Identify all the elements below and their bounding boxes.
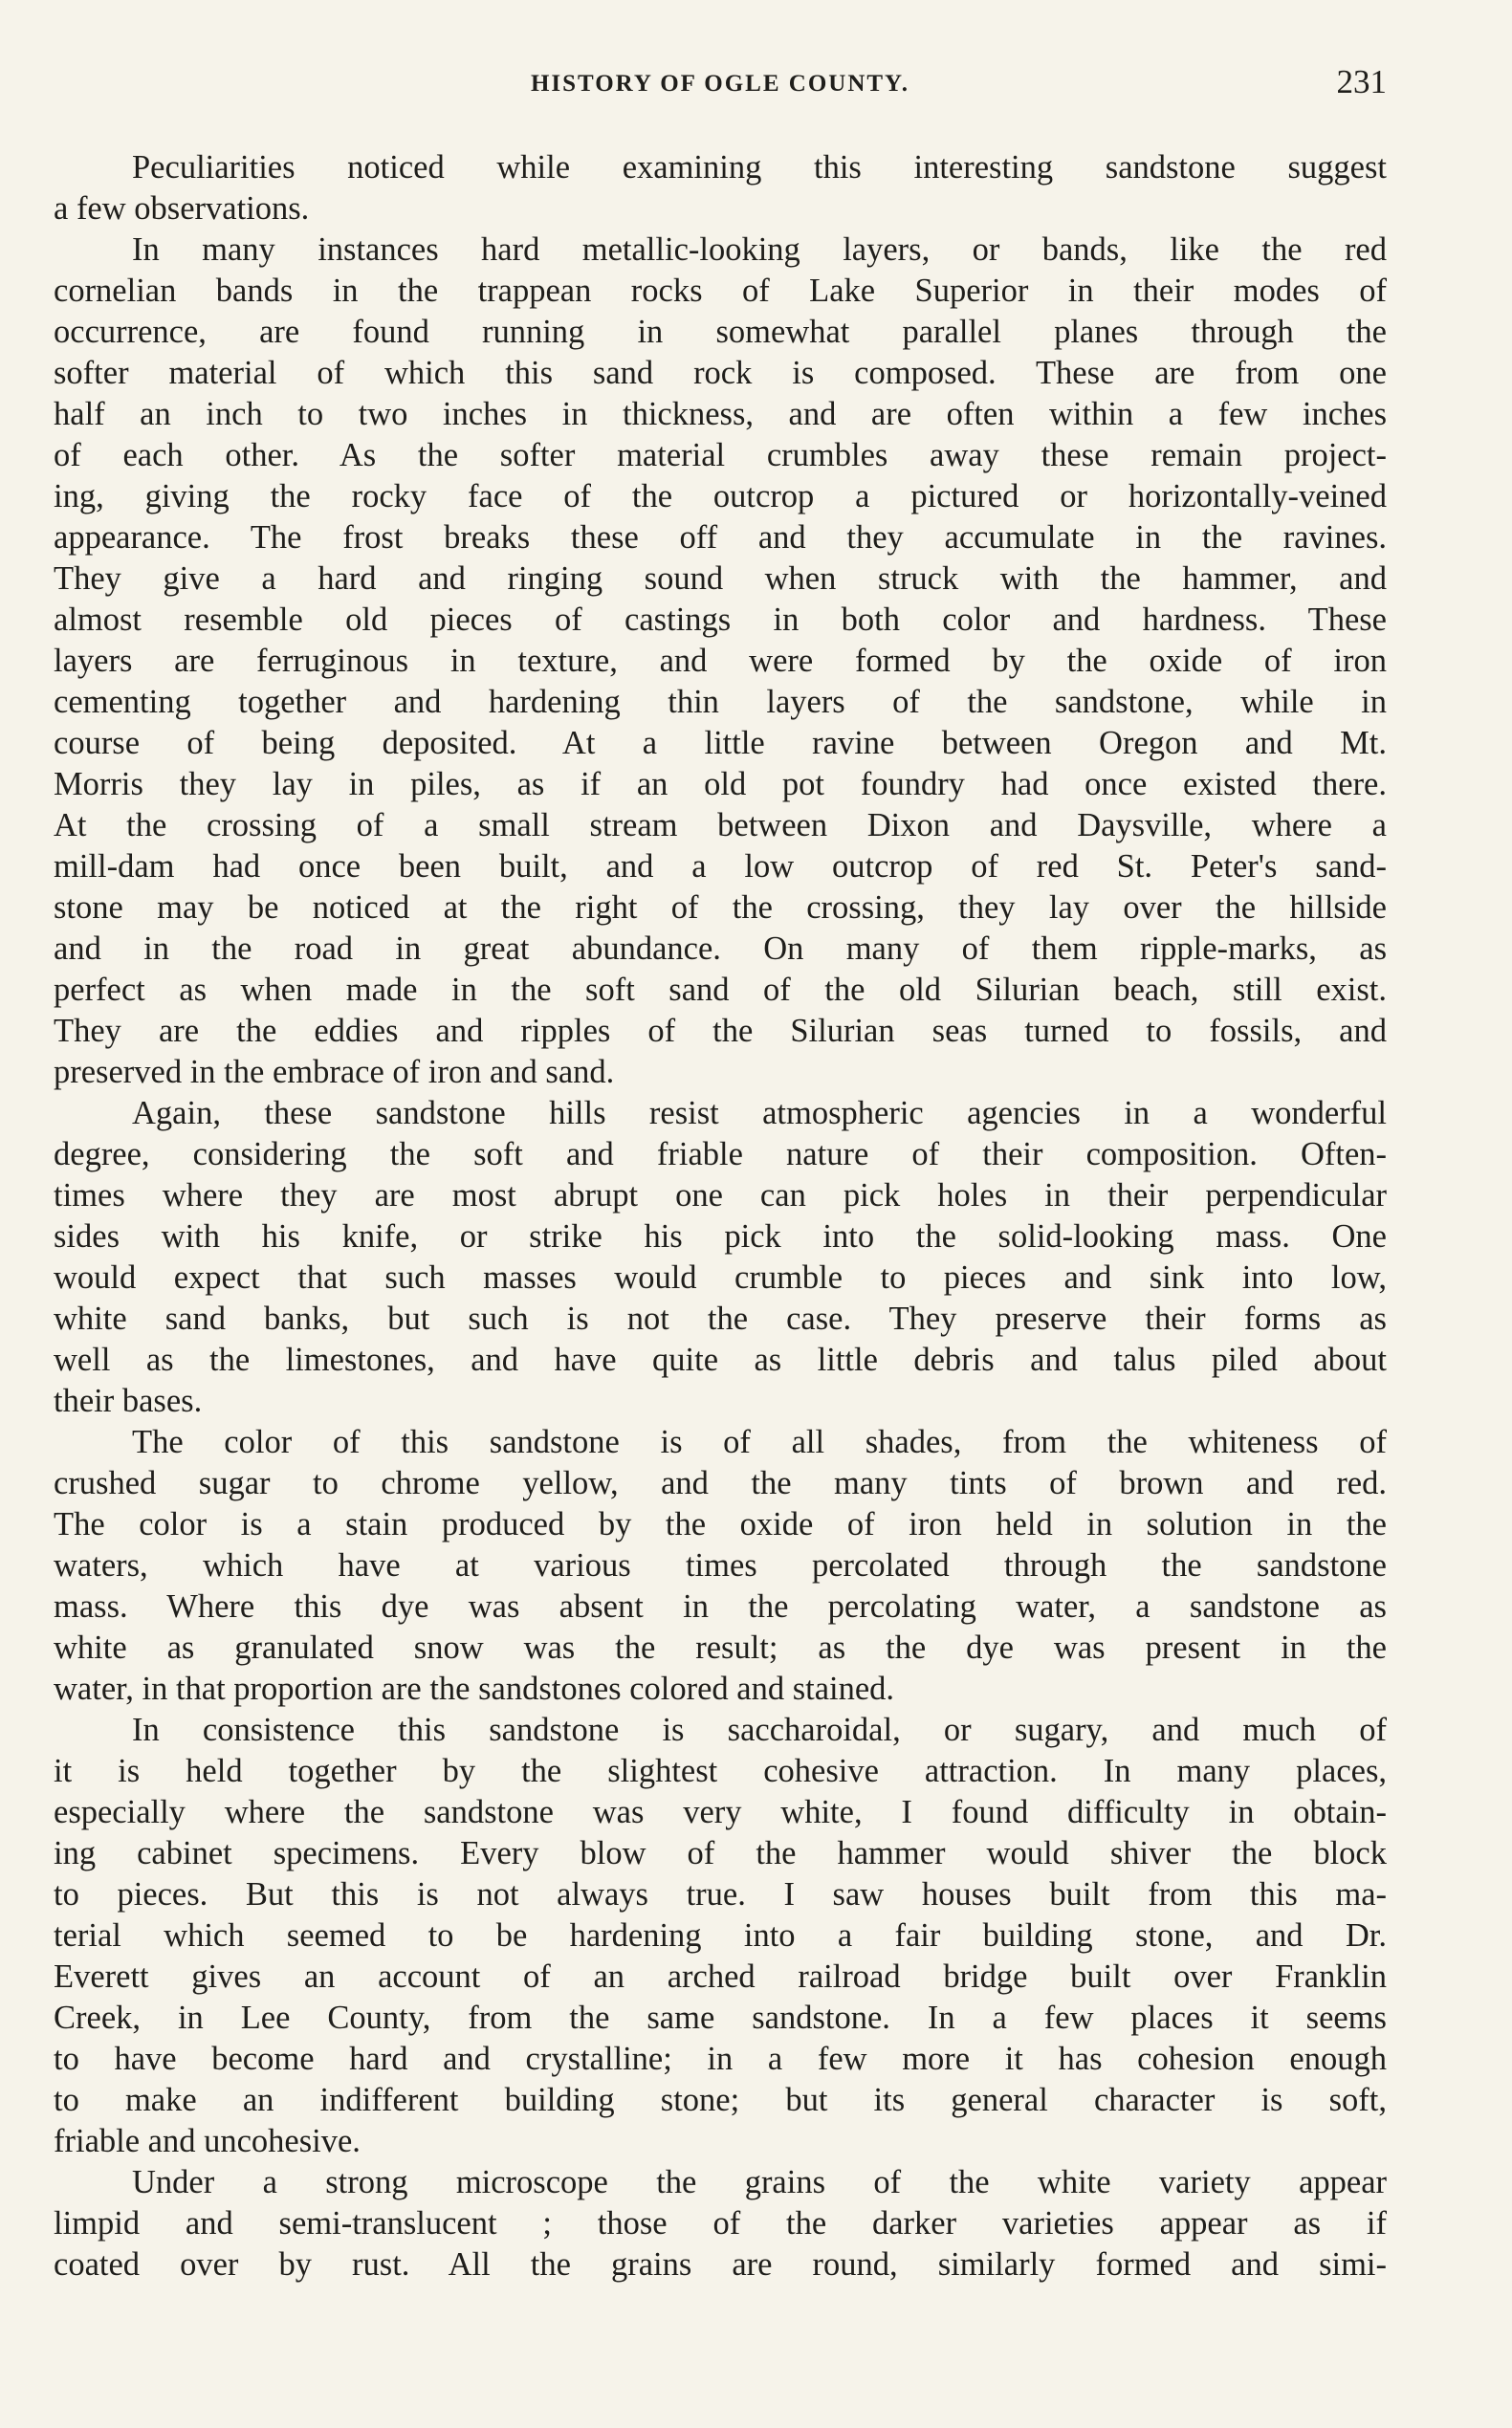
text-line: to make an indifferent building stone; but its general character is soft, bbox=[54, 2082, 1387, 2118]
text-line: cornelian bands in the trappean rocks of Lake Superior in their modes of bbox=[54, 273, 1387, 309]
text-line: perfect as when made in the soft sand of the old Silurian beach, still exist. bbox=[54, 972, 1387, 1008]
text-line: mill-dam had once been built, and a low outcrop of red St. Peter's sand- bbox=[54, 848, 1387, 885]
running-head: HISTORY OF OGLE COUNTY. bbox=[530, 71, 910, 97]
text-line: coated over by rust. All the grains are round, similarly formed and simi- bbox=[54, 2246, 1387, 2283]
text-line: appearance. The frost breaks these off and they accumulate in the ravines. bbox=[54, 519, 1387, 556]
text-line: In many instances hard metallic-looking layers, or bands, like the red bbox=[132, 231, 1387, 268]
text-line: The color is a stain produced by the oxide of iron held in solution in the bbox=[54, 1506, 1387, 1542]
text-line: At the crossing of a small stream between Dixon and Daysville, where a bbox=[54, 807, 1387, 843]
text-line: sides with his knife, or strike his pick into the solid-looking mass. One bbox=[54, 1218, 1387, 1255]
text-line: layers are ferruginous in texture, and were formed by the oxide of iron bbox=[54, 643, 1387, 679]
text-line: degree, considering the soft and friable nature of their composition. Often- bbox=[54, 1136, 1387, 1172]
text-line: Creek, in Lee County, from the same sandstone. In a few places it seems bbox=[54, 2000, 1387, 2036]
text-line: to have become hard and crystalline; in a few more it has cohesion enough bbox=[54, 2041, 1387, 2077]
text-line: terial which seemed to be hardening into a fair building stone, and Dr. bbox=[54, 1917, 1387, 1954]
text-line: ing, giving the rocky face of the outcrop a pictured or horizontally-veined bbox=[54, 478, 1387, 514]
text-line: friable and uncohesive. bbox=[54, 2123, 361, 2159]
text-line: especially where the sandstone was very white, I found difficulty in obtain- bbox=[54, 1794, 1387, 1830]
text-line: and in the road in great abundance. On many of them ripple-marks, as bbox=[54, 930, 1387, 967]
text-line: times where they are most abrupt one can pick holes in their perpendicular bbox=[54, 1177, 1387, 1214]
text-line: mass. Where this dye was absent in the percolating water, a sandstone as bbox=[54, 1588, 1387, 1625]
text-line: Everett gives an account of an arched railroad bridge built over Franklin bbox=[54, 1958, 1387, 1995]
text-line: waters, which have at various times percolated through the sandstone bbox=[54, 1547, 1387, 1584]
text-line: cementing together and hardening thin layers of the sandstone, while in bbox=[54, 684, 1387, 720]
text-line: They give a hard and ringing sound when struck with the hammer, and bbox=[54, 560, 1387, 597]
page-number: 231 bbox=[1336, 63, 1387, 100]
text-line: Under a strong microscope the grains of the white variety appear bbox=[132, 2164, 1387, 2200]
text-line: In consistence this sandstone is saccharoidal, or sugary, and much of bbox=[132, 1712, 1387, 1748]
text-line: to pieces. But this is not always true. I saw houses built from this ma- bbox=[54, 1876, 1387, 1913]
text-line: crushed sugar to chrome yellow, and the many tints of brown and red. bbox=[54, 1465, 1387, 1501]
text-line: would expect that such masses would crumble to pieces and sink into low, bbox=[54, 1259, 1387, 1296]
text-line: ing cabinet specimens. Every blow of the hammer would shiver the block bbox=[54, 1835, 1387, 1871]
text-line: a few observations. bbox=[54, 190, 310, 227]
body-text bbox=[54, 147, 1387, 2286]
text-line: half an inch to two inches in thickness, and are often within a few inches bbox=[54, 396, 1387, 432]
text-line: water, in that proportion are the sandstones colored and stained. bbox=[54, 1671, 895, 1707]
text-line: white as granulated snow was the result; as the dye was present in the bbox=[54, 1630, 1387, 1666]
text-line: The color of this sandstone is of all shades, from the whiteness of bbox=[132, 1424, 1387, 1460]
text-line: course of being deposited. At a little ravine between Oregon and Mt. bbox=[54, 725, 1387, 761]
text-line: almost resemble old pieces of castings in both color and hardness. These bbox=[54, 602, 1387, 638]
text-line: Again, these sandstone hills resist atmospheric agencies in a wonderful bbox=[132, 1095, 1387, 1131]
text-line: limpid and semi-translucent ; those of the darker varieties appear as if bbox=[54, 2205, 1387, 2242]
text-line: white sand banks, but such is not the case. They preserve their forms as bbox=[54, 1301, 1387, 1337]
text-line: of each other. As the softer material crumbles away these remain project- bbox=[54, 437, 1387, 473]
text-line: their bases. bbox=[54, 1383, 203, 1419]
text-line: They are the eddies and ripples of the Silurian seas turned to fossils, and bbox=[54, 1013, 1387, 1049]
text-line: well as the limestones, and have quite as little debris and talus piled about bbox=[54, 1342, 1387, 1378]
text-line: it is held together by the slightest cohesive attraction. In many places, bbox=[54, 1753, 1387, 1789]
text-line: preserved in the embrace of iron and sand. bbox=[54, 1054, 615, 1090]
text-line: Morris they lay in piles, as if an old pot foundry had once existed there. bbox=[54, 766, 1387, 802]
text-line: softer material of which this sand rock is composed. These are from one bbox=[54, 355, 1387, 391]
text-line: Peculiarities noticed while examining this interesting sandstone suggest bbox=[132, 149, 1387, 186]
text-line: occurrence, are found running in somewhat parallel planes through the bbox=[54, 314, 1387, 350]
page-header bbox=[54, 59, 1387, 107]
text-line: stone may be noticed at the right of the crossing, they lay over the hillside bbox=[54, 889, 1387, 926]
